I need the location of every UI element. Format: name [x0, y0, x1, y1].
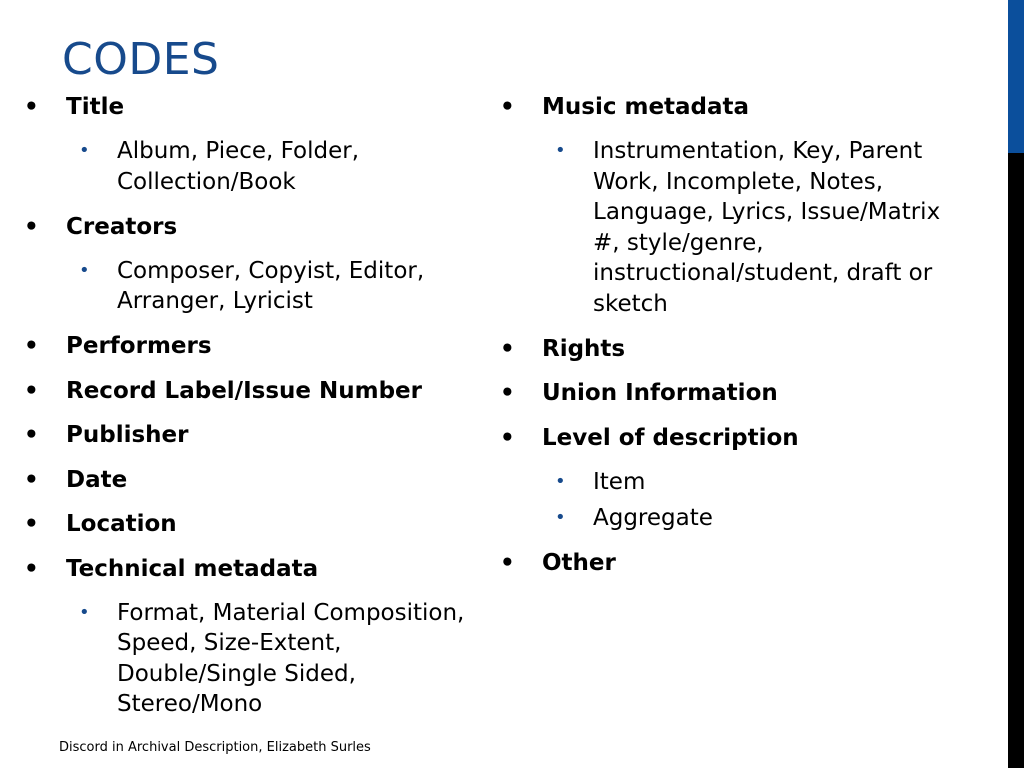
- bullet-label: Date: [66, 466, 128, 493]
- bullet-icon: •: [24, 466, 39, 493]
- sub-bullet-item: [75, 136, 494, 197]
- bullet-label: Music metadata: [542, 94, 750, 120]
- bullet-icon: •: [24, 94, 39, 120]
- bullet-icon: •: [500, 380, 515, 406]
- right-column: [500, 90, 970, 578]
- sub-bullet-label: Instrumentation, Key, Parent Work, Incomplete, Notes, Language, Lyrics, Issue/Matrix #, style/genre, instructional/student, draft or sketch: [593, 138, 941, 317]
- bullet-icon: •: [500, 94, 515, 120]
- bullet-item: [500, 378, 970, 408]
- bullet-label: Title: [66, 94, 125, 120]
- bullet-item: [24, 465, 494, 495]
- bullet-item: [24, 509, 494, 539]
- sub-bullet-icon: •: [79, 140, 90, 161]
- sub-list: [24, 256, 494, 317]
- bullet-label: Publisher: [66, 422, 189, 448]
- bullet-label: Creators: [66, 213, 178, 240]
- bullet-item: [24, 420, 494, 450]
- bullet-item: [24, 554, 494, 584]
- sub-bullet-icon: •: [555, 470, 566, 492]
- bullet-label: Location: [66, 511, 177, 537]
- sub-bullet-label: Item: [593, 468, 646, 495]
- bullet-label: Technical metadata: [66, 555, 319, 582]
- bullet-icon: •: [24, 555, 39, 582]
- sub-bullet-item: [551, 136, 970, 319]
- bullet-icon: •: [24, 511, 39, 537]
- bullet-icon: •: [500, 424, 515, 451]
- bullet-label: Level of description: [542, 424, 799, 451]
- sub-list: [500, 467, 970, 534]
- bullet-label: Union Information: [542, 380, 778, 406]
- bullet-item: [24, 331, 494, 361]
- bullet-item: [24, 376, 494, 406]
- left-column: [24, 90, 494, 720]
- bullet-icon: •: [24, 377, 39, 404]
- sub-bullet-icon: •: [555, 507, 566, 528]
- sub-bullet-label: Aggregate: [593, 505, 713, 531]
- bullet-label: Rights: [542, 335, 626, 362]
- sub-bullet-icon: •: [79, 259, 90, 281]
- sub-bullet-item: [75, 256, 494, 317]
- bullet-label: Record Label/Issue Number: [66, 377, 422, 404]
- sub-bullet-icon: •: [79, 601, 90, 623]
- sub-bullet-label: Album, Piece, Folder, Collection/Book: [117, 138, 360, 195]
- slide-footer: Discord in Archival Description, Elizabeth Surles: [59, 740, 371, 755]
- accent-bar: [1008, 0, 1024, 153]
- bullet-item: [24, 212, 494, 242]
- bullet-icon: •: [24, 333, 39, 359]
- sub-list: [500, 136, 970, 319]
- bullet-label: Other: [542, 550, 616, 576]
- bullet-item: [500, 423, 970, 453]
- bullet-icon: •: [24, 422, 39, 448]
- sub-bullet-label: Format, Material Composition, Speed, Size-Extent, Double/Single Sided, Stereo/Mono: [117, 599, 465, 717]
- bullet-item: [24, 92, 494, 122]
- sub-list: [24, 598, 494, 720]
- bullet-icon: •: [24, 213, 39, 240]
- bullet-item: [500, 334, 970, 364]
- bullet-icon: •: [500, 335, 515, 362]
- sub-bullet-item: [551, 503, 970, 534]
- bullet-label: Performers: [66, 333, 212, 359]
- bullet-item: [500, 548, 970, 578]
- bullet-item: [500, 92, 970, 122]
- side-bar: [1008, 153, 1024, 768]
- sub-bullet-label: Composer, Copyist, Editor, Arranger, Lyricist: [117, 257, 425, 314]
- sub-bullet-item: [75, 598, 494, 720]
- sub-list: [24, 136, 494, 197]
- slide-title: CODES: [62, 34, 220, 85]
- sub-bullet-item: [551, 467, 970, 498]
- sub-bullet-icon: •: [555, 140, 566, 161]
- bullet-icon: •: [500, 550, 515, 576]
